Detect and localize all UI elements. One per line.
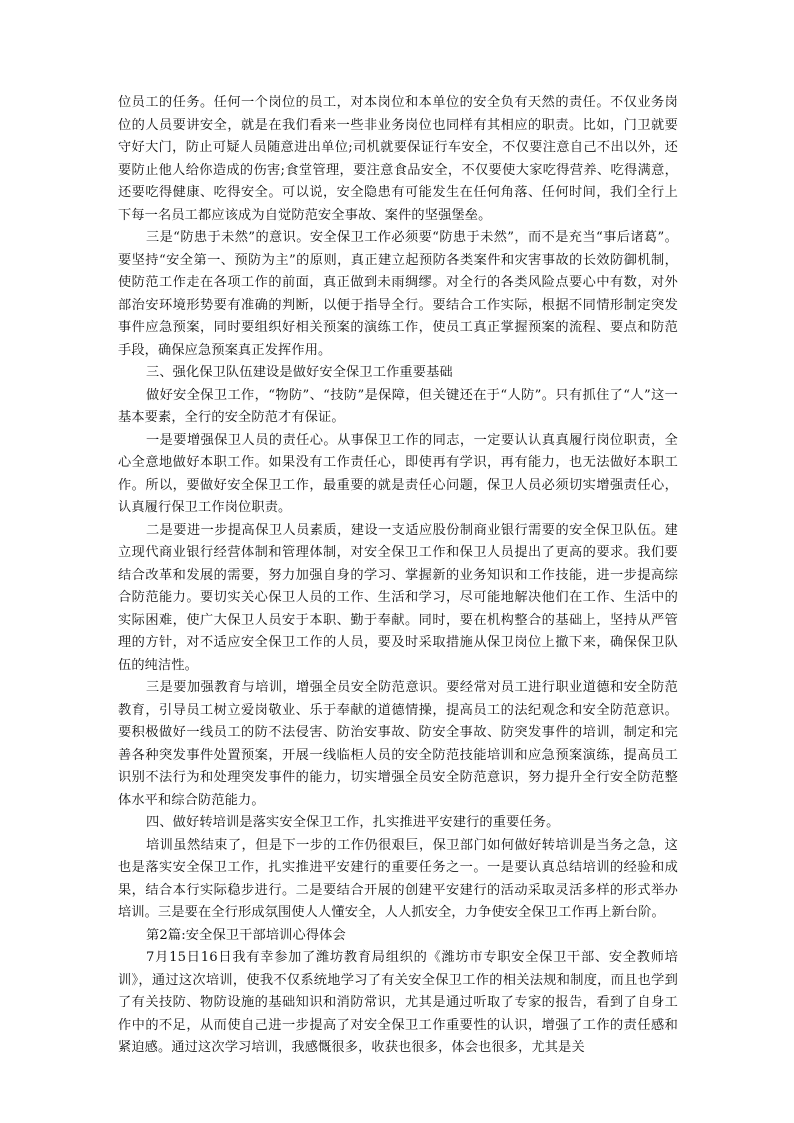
paragraph: 二是要进一步提高保卫人员素质，建设一支适应股份制商业银行需要的安全保卫队伍。建立现代商业银行经营体制和管理体制，对安全保卫工作和保卫人员提出了更高的要求。我们要结合改革和发展的需要，努力加强自身的学习、掌握新的业务知识和工作技能，进一步提高综合防范能力。要切实关心保卫人员的工作、生活和学习，尽可能地解决他们在工作、生活中的实际困难，使广大保卫人员安于本职、勤于奉献。同时，要在机构整合的基础上，坚持从严管理的方针，对不适应安全保卫工作的人员，要及时采取措施从保卫岗位上撤下来，确保保卫队伍的纯洁性。 [118, 522, 678, 673]
section-heading: 三、强化保卫队伍建设是做好安全保卫工作重要基础 [146, 365, 453, 380]
paragraph: 7月15日16日我有幸参加了潍坊教育局组织的《潍坊市专职安全保卫干部、安全教师培训》，通过这次培训，使我不仅系统地学习了有关安全保卫工作的相关法规和制度，而且也学到了有关技防、物防设施的基础知识和消防常识，尤其是通过听取了专家的报告，看到了自身工作中的不足，从而使自己进一步提高了对安全保卫工作重要性的认识，增强了工作的责任感和紧迫感。通过这次学习培训，我感慨很多，收获也很多，体会也很多，尤其是关 [118, 950, 678, 1055]
paragraph: 位员工的任务。任何一个岗位的员工，对本岗位和本单位的安全负有天然的责任。不仅业务岗位的人员要讲安全，就是在我们看来一些非业务岗位也同样有其相应的职责。比如，门卫就要守好大门，防止可疑人员随意进出单位;司机就要保证行车安全，不仅要注意自己不出以外，还要防止他人给你造成的伤害;食堂管理，要注意食品安全，不仅要使大家吃得营养、吃得满意，还要吃得健康、吃得安全。可以说，安全隐患有可能发生在任何角落、任何时间，我们全行上下每一名员工都应该成为自觉防范安全事故、案件的坚强堡垒。 [118, 95, 678, 223]
paragraph: 做好安全保卫工作，“物防”、“技防”是保障，但关键还在于“人防”。只有抓住了“人”这一基本要素，全行的安全防范才有保证。 [118, 387, 678, 425]
paragraph: 三是“防患于未然”的意识。安全保卫工作必须要“防患于未然”，而不是充当“事后诸葛”。要坚持“安全第一、预防为主”的原则，真正建立起预防各类案件和灾害事故的长效防御机制，使防范工作走在各项工作的前面，真正做到未雨绸缪。对全行的各类风险点要心中有数，对外部治安环境形势要有准确的判断，以便于指导全行。要结合工作实际，根据不同情形制定突发事件应急预案，同时要组织好相关预案的演练工作，使员工真正掌握预案的流程、要点和防范手段，确保应急预案真正发挥作用。 [118, 230, 678, 358]
paragraph: 培训虽然结束了，但是下一步的工作仍很艰巨，保卫部门如何做好转培训是当务之急，这也是落实安全保卫工作，扎实推进平安建行的重要任务之一。一是要认真总结培训的经验和成果，结合本行实际稳步进行。二是要结合开展的创建平安建行的活动采取灵活多样的形式举办培训。三是要在全行形成氛围使人人懂安全，人人抓安全，力争使安全保卫工作再上新台阶。 [118, 837, 678, 920]
paragraph: 三是要加强教育与培训，增强全员安全防范意识。要经常对员工进行职业道德和安全防范教育，引导员工树立爱岗敬业、乐于奉献的道德情操，提高员工的法纪观念和安全防范意识。要积极做好一线员工的防不法侵害、防治安事故、防安全事故、防突发事件的培训，制定和完善各种突发事件处置预案，开展一线临柜人员的安全防范技能培训和应急预案演练，提高员工识别不法行为和处理突发事件的能力，切实增强全员安全防范意识，努力提升全行安全防范整体水平和综合防范能力。 [118, 680, 678, 808]
section-heading: 四、做好转培训是落实安全保卫工作，扎实推进平安建行的重要任务。 [146, 815, 560, 830]
paragraph: 一是要增强保卫人员的责任心。从事保卫工作的同志，一定要认认真真履行岗位职责，全心全意地做好本职工作。如果没有工作责任心，即使再有学识，再有能力，也无法做好本职工作。所以，要做好安全保卫工作，最重要的就是责任心问题，保卫人员必须切实增强责任心，认真履行保卫工作岗位职责。 [118, 432, 678, 515]
article-title: 第2篇:安全保卫干部培训心得体会 [146, 927, 346, 943]
document-body [118, 92, 678, 1060]
